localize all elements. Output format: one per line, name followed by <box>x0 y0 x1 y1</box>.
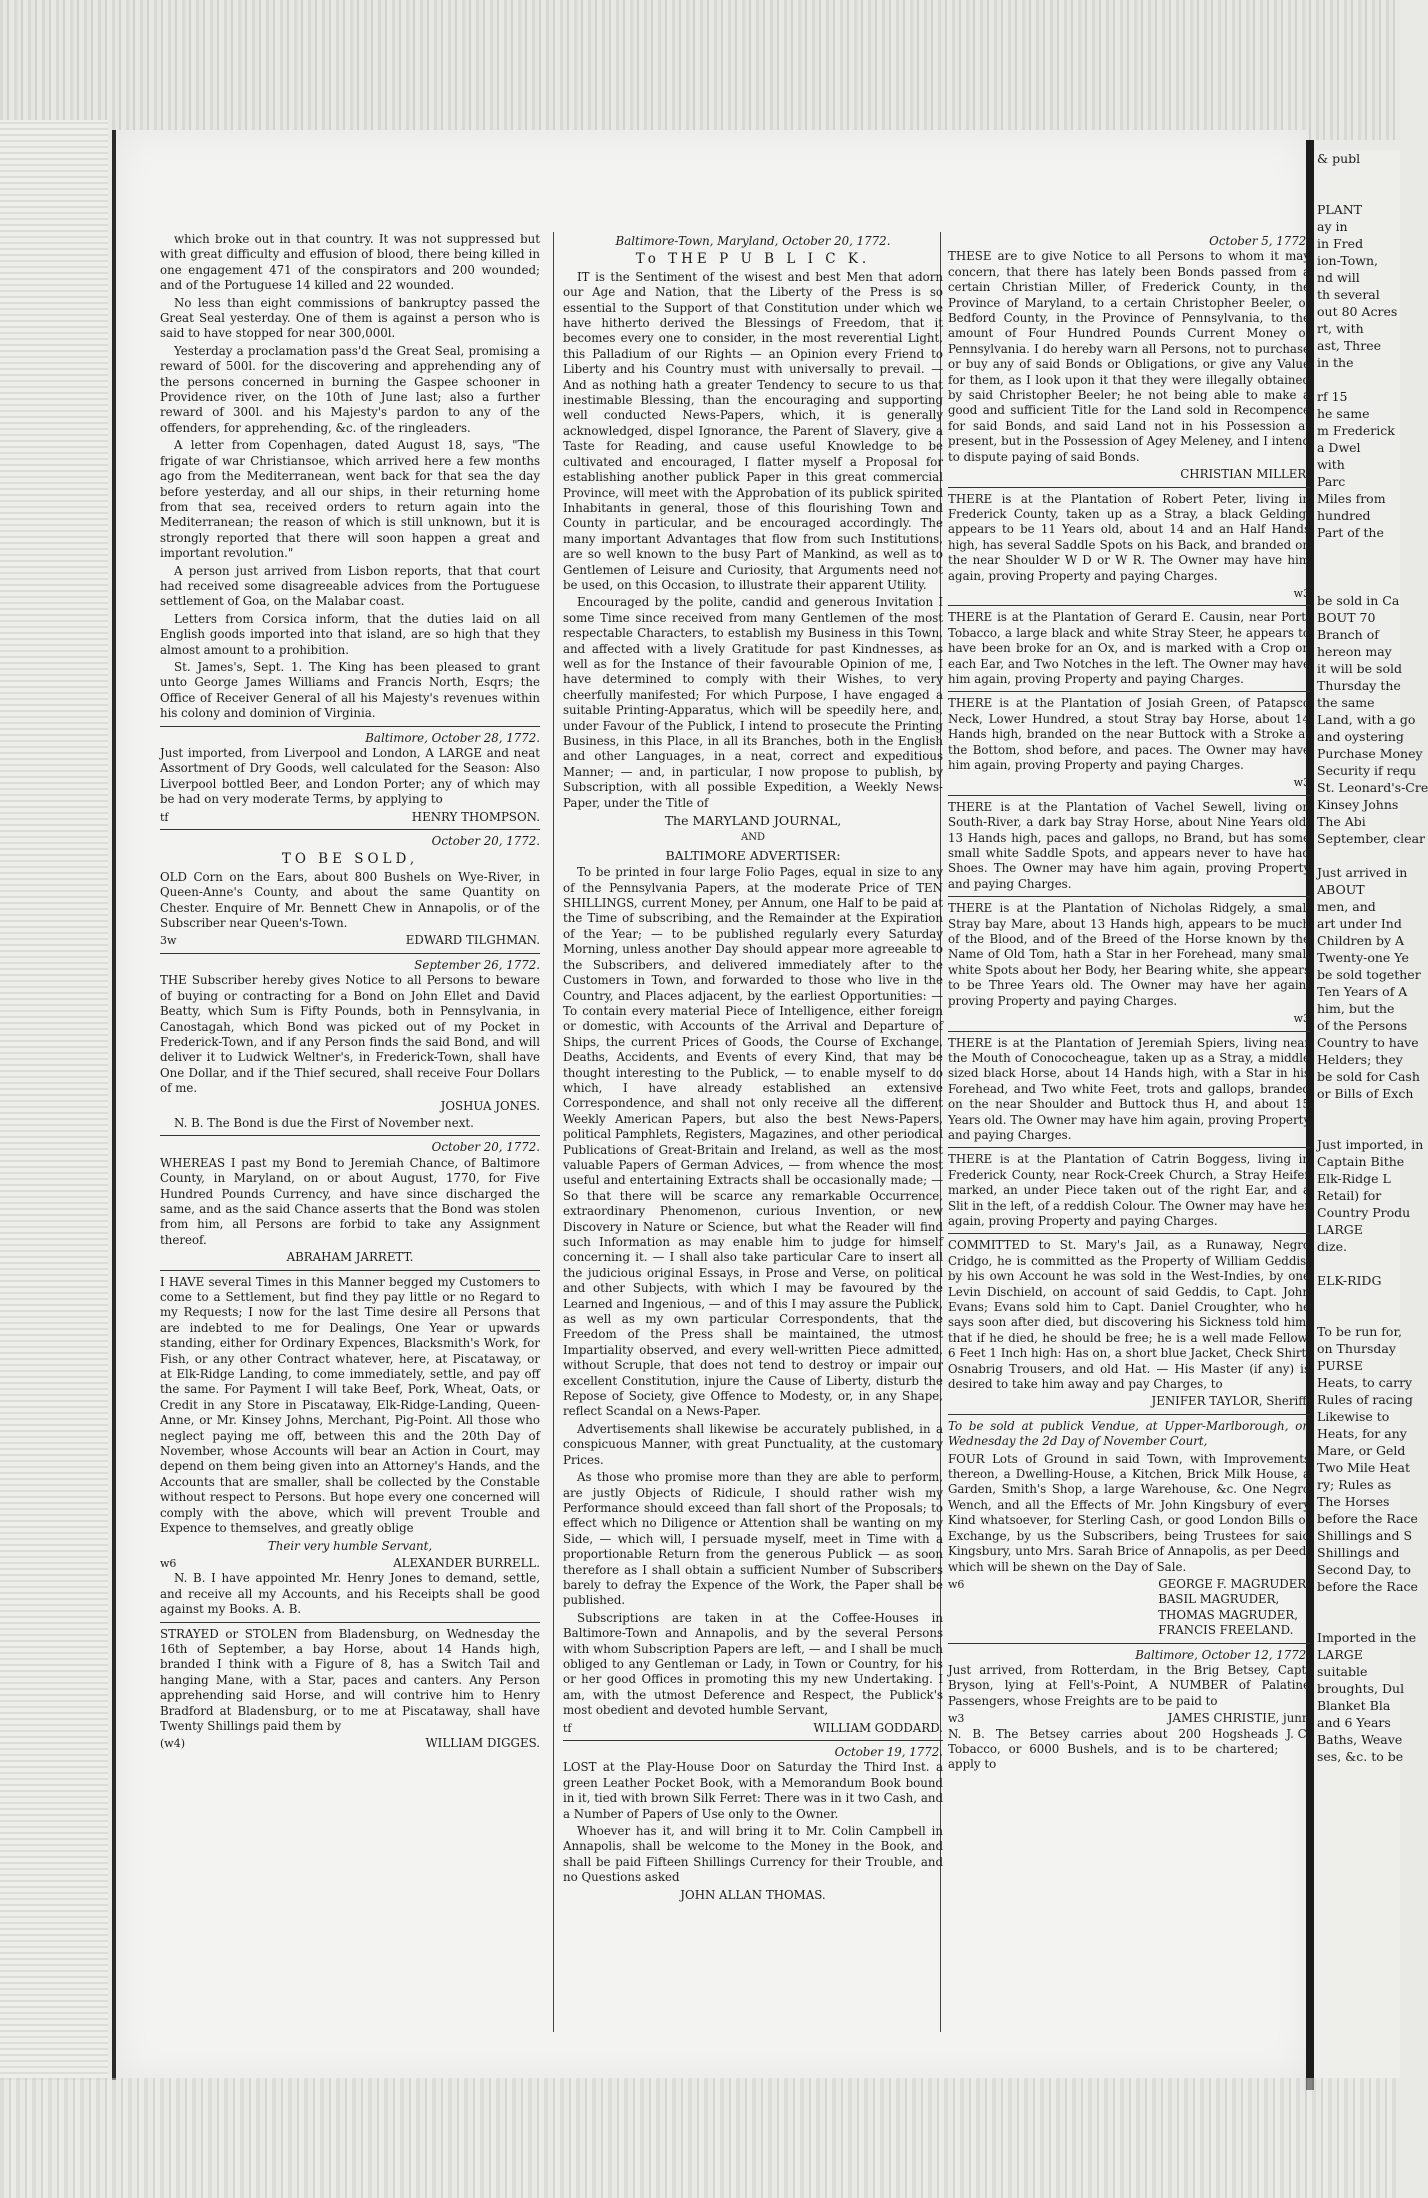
adjacent-page-line: Elk-Ridge L <box>1317 1171 1391 1186</box>
adjacent-page-line: & publ <box>1317 151 1361 166</box>
adjacent-page-line <box>1314 541 1400 558</box>
stray-notice: THERE is at the Plantation of Vachel Sewell, living on South-River, a dark bay Stray Horse, about Nine Years old, 13 Hands high, paces and gallops, no Brand, but has some small white Saddle Spots, and appears never to have had Shoes. The Owner may have him again, proving Property and paying Charges. <box>948 799 1310 891</box>
paragraph: Letters from Corsica inform, that the duties laid on all English goods imported into that island, are so high that they almost amount to a prohibition. <box>160 611 540 657</box>
stray-notice: THERE is at the Plantation of Catrin Boggess, living in Frederick County, near Rock-Creek Church, a Stray Heifer marked, an under Piece taken out of the right Ear, and a Slit in the left, of a reddish Colour. The Owner may have her again, proving Property and paying Charges. <box>948 1152 1310 1228</box>
ad-mark: w6 <box>948 1577 965 1591</box>
adjacent-page-line: Captain Bithe <box>1317 1154 1405 1169</box>
proposal-signature: WILLIAM GODDARD. <box>813 1720 943 1735</box>
ad-signature-row <box>160 1556 540 1571</box>
paragraph: IT is the Sentiment of the wisest and best Men that adorn our Age and Nation, that the Liberty of the Press is so essential to the Support of that Constitution under which we have hitherto derived the Blessings of Freedom, that it becomes every one to consider, in the most reverential Light, this Palladium of our Rights — an Opinion every Friend to Liberty and his Country must with universally to prevail. — And as nothing hath a greater Tendency to secure to us that inestimable Blessing, than the encouraging and supporting well conducted News-Papers, which, it is generally acknowledged, dispel Ignorance, the Parent of Slavery, give a Taste for Reading, and cause useful Knowledge to be cultivated and encouraged, I flatter myself a Proposal for establishing another publick Paper in this great commercial Province, will meet with the Approbation of its publick spirited Inhabitants in general, those of this flourishing Town and County in particular, and be encouraged accordingly. The many important Advantages that flow from such Institutions, are so well known to the busy Part of Mankind, as well as to Gentlemen of Leisure and Curiosity, that Arguments need not be used, on this Occasion, to illustrate their apparent Utility. <box>563 269 943 592</box>
adjacent-page-line: it will be sold <box>1317 661 1402 676</box>
adjacent-page-line <box>1314 167 1400 184</box>
ad-signature: ABRAHAM JARRETT. <box>286 1250 414 1265</box>
advertisement-corn: OLD Corn on the Ears, about 800 Bushels on Wye-River, in Queen-Anne's County, and about the same Quantity on Chester. Enquire of Mr. Bennett Chew in Annapolis, or of the Subscriber near Queen's-Town. <box>160 869 540 931</box>
adjacent-page-column <box>1314 150 1428 2080</box>
adjacent-page-line: Shillings and S <box>1317 1528 1413 1543</box>
adjacent-page-line: the same <box>1317 695 1375 710</box>
adjacent-page-line: a Dwel <box>1317 440 1361 455</box>
vendue-heading: To be sold at publick Vendue, at Upper-Marlborough, on Wednesday the 2d Day of November Court, <box>948 1418 1310 1449</box>
notice-committed: COMMITTED to St. Mary's Jail, as a Runaway, Negro Cridgo, he is committed as the Property of William Geddis, by his own Account he was sold in the West-Indies, by one Levin Dischield, on account of said Geddis, to Capt. John Evans; Evans sold him to Capt. Daniel Croughter, who he says soon after died, but discovering his Sickness told him, that if he died, he should be free; he is a well made Fellow, 6 Feet 1 Inch high: Has on, a short blue Jacket, Check Shirt, Osnabrig Trousers, and old Hat. — His Master (if any) is desired to take him away and pay Charges, to <box>948 1238 1310 1392</box>
adjacent-page-line: Shillings and <box>1317 1545 1400 1560</box>
adjacent-page-line: m Frederick <box>1317 423 1395 438</box>
paragraph: As those who promise more than they are able to perform, are justly Objects of Ridicule, I should rather wish my Performance should exceed than fall short of the Proposals; to effect which no Diligence or Attention shall be wanting on my Side, — which will, I persuade myself, meet in Time with a proportionable Return from the generous Publick — as soon therefore as I shall obtain a sufficient Number of Subscribers barely to defray the Expence of the Work, the Paper shall be published. <box>563 1470 943 1608</box>
adjacent-page-line: with <box>1317 457 1345 472</box>
adjacent-page-line: on Thursday <box>1317 1341 1396 1356</box>
adjacent-page-line: Rules of racing <box>1317 1392 1413 1407</box>
adjacent-page-line: in Fred <box>1317 236 1364 251</box>
adjacent-page-line: be sold together <box>1317 967 1421 982</box>
adjacent-page-line: ry; Rules as <box>1317 1477 1392 1492</box>
ad-date: Baltimore, October 28, 1772. <box>365 730 540 745</box>
divider <box>948 605 1310 606</box>
vendue-signatures <box>948 1577 1310 1639</box>
adjacent-page-line: rf 15 <box>1317 389 1348 404</box>
adjacent-page-line: rt, with <box>1317 321 1364 336</box>
adjacent-page-line: Two Mile Heat <box>1317 1460 1411 1475</box>
notice-lost-pocketbook: LOST at the Play-House Door on Saturday the Third Inst. a green Leather Pocket Book, with a Memorandum Book bound in it, tied with brown Silk Ferret: There was in it two Cash, and a Number of Papers of Use only to the Owner. <box>563 1760 943 1821</box>
paragraph: which broke out in that country. It was not suppressed but with great difficulty and effusion of blood, there being killed in one engagement 471 of the conspirators and 200 wounded; and of the Portuguese 14 killed and 22 wounded. <box>160 232 540 293</box>
ad-signature-row <box>160 1736 540 1751</box>
ad-mark: tf <box>160 810 169 824</box>
adjacent-page-line <box>1314 1595 1400 1612</box>
ad-date: October 19, 1772. <box>834 1745 943 1759</box>
paragraph: Subscriptions are taken in at the Coffee-Houses in Baltimore-Town and Annapolis, and by the several Persons with whom Subscription Papers are left, — and I shall be much obliged to any Gentleman or Lady, in Town or Country, for his or her good Offices in promoting this my new Undertaking. I am, with the utmost Deference and Respect, the Publick's most obedient and devoted humble Servant, <box>563 1610 943 1718</box>
ad-signature: CHRISTIAN MILLER. <box>1180 467 1310 482</box>
adjacent-page-line: Parc <box>1317 474 1346 489</box>
notice-bonds-miller: THESE are to give Notice to all Persons to whom it may concern, that there has lately been Bonds passed from a certain Christian Miller, of Frederick County, in the Province of Maryland, to a certain Christopher Beeler, of Bedford County, in the Province of Pennsylvania, to the amount of Four Hundred Pounds Current Money of Pennsylvania. I do hereby warn all Persons, not to purchase or buy any of said Bonds or Obligations, or give any Value for them, as I look upon it that they were illegally obtained by said Christopher Beeler; he not being able to make a good and sufficient Title for the Land sold in Recompence for said Bonds, and said Land not in his Possession at present, but in the Possession of Agey Meleney, and I intend to dispute paying of said Bonds. <box>948 249 1310 464</box>
ad-mark: w3 <box>1293 776 1310 790</box>
adjacent-page-line: Children by A <box>1317 933 1405 948</box>
divider <box>948 1233 1310 1234</box>
column-rule <box>553 232 554 2032</box>
vendue-signature: THOMAS MAGRUDER, <box>1158 1607 1299 1622</box>
divider <box>948 1414 1310 1415</box>
ad-mark: 3w <box>160 934 177 948</box>
stray-notice: THERE is at the Plantation of Robert Peter, living in Frederick County, taken up as a Stray, a black Gelding, appears to be 11 Years old, about 14 and an Half Hands high, has several Saddle Spots on his Back, and branded on the near Shoulder W D or W R. The Owner may have him again, proving Property and paying Charges. <box>948 491 1310 583</box>
ad-note: N. B. The Betsey carries about 200 Hogsheads Tobacco, or 6000 Bushels, and is to be chartered; apply to <box>948 1726 1279 1772</box>
ad-note-signature: J. C. <box>1286 1726 1310 1741</box>
ad-mark: w3 <box>948 1712 965 1726</box>
notice-bond: THE Subscriber hereby gives Notice to all Persons to beware of buying or contracting for a Bond on John Ellet and David Beatty, which Sum is Fifty Pounds, both in Pennsylvania, in Canostagah, which Bond was picked out of my Pocket in Frederick-Town, and if any Person finds the said Bond, and will deliver it to Ludwick Weltner's, in Frederick-Town, shall have One Dollar, and if the Thief secured, shall receive Four Dollars of me. <box>160 973 540 1096</box>
adjacent-page-line: him, but the <box>1317 1001 1395 1016</box>
adjacent-page-line: Part of the <box>1317 525 1384 540</box>
divider <box>948 1643 1310 1644</box>
adjacent-page-line: BOUT 70 <box>1317 610 1376 625</box>
ad-signature-row <box>160 810 540 825</box>
adjacent-page-line: Second Day, to <box>1317 1562 1411 1577</box>
adjacent-page-line: be sold in Ca <box>1317 593 1400 608</box>
adjacent-page-line: Security if requ <box>1317 763 1417 778</box>
adjacent-page-line: Branch of <box>1317 627 1379 642</box>
adjacent-page-line: Land, with a go <box>1317 712 1416 727</box>
news-items <box>160 232 540 722</box>
adjacent-page-line: in the <box>1317 355 1354 370</box>
ad-mark: w3 <box>1293 586 1310 600</box>
column-1 <box>160 232 540 1752</box>
scan-top-edge <box>0 0 1400 140</box>
ad-note: N. B. I have appointed Mr. Henry Jones to demand, settle, and receive all my Accounts, and his Receipts shall be good against my Books. A. B. <box>160 1571 540 1617</box>
adjacent-page-line: hereon may <box>1317 644 1392 659</box>
paragraph: To be printed in four large Folio Pages, equal in size to any of the Pennsylvania Papers, at the moderate Price of TEN SHILLINGS, current Money, per Annum, one Half to be paid at the Time of subscribing, and the Remainder at the Expiration of the Year; — to be published regularly every Saturday Morning, unless another Day should appear more agreeable to the Subscribers, and delivered immediately after to the Customers in Town, and forwarded to those who live in the Country, and Places adjacent, by the earliest Opportunities: — To contain every material Piece of Intelligence, either foreign or domestic, with Accounts of the Arrival and Departure of Ships, the current Prices of Goods, the Course of Exchange, Deaths, Accidents, and Events of every Kind, that may be thought interesting to the Publick, — to enable myself to do which, I have already established an extensive Correspondence, and shall not only receive all the different Weekly American Papers, but also the best News-Papers, political Pamphlets, Registers, Magazines, and other periodical Publications of Great-Britain and Ireland, as well as the most valuable Papers of German Advices, — from whence the most useful and entertaining Extracts shall be occasionally made; — So that there will be scarce any remarkable Occurrence, extraordinary Phenomenon, curious Invention, or new Discovery in Nature or Science, but what the Reader will find such Information as may enable him to judge for himself concerning it. — I shall also take particular Care to insert all the judicious original Essays, in Prose and Verse, on political and other Subjects, with which I may be favoured by the Learned and Ingenious, — and of this I may assure the Publick, as well as my own particular Correspondents, that the Freedom of the Press shall be maintained, the utmost Impartiality observed, and every well-written Piece admitted, without Scruple, that does not tend to destroy or impair our excellent Constitution, injure the Cause of Liberty, disturb the Repose of Society, give Offence to Modesty, or, in any Shape, reflect Scandal on a News-Paper. <box>563 865 943 1419</box>
adjacent-page-line: Country to have <box>1317 1035 1419 1050</box>
adjacent-page-line: September, clear <box>1317 831 1426 846</box>
proposal-signature-row <box>563 1721 943 1736</box>
adjacent-page-line: Imported in the <box>1317 1630 1417 1645</box>
adjacent-page-line: Kinsey Johns <box>1317 797 1399 812</box>
paragraph: Advertisements shall likewise be accurately published, in a conspicuous Manner, with great Punctuality, at the customary Prices. <box>563 1421 943 1467</box>
paragraph: A letter from Copenhagen, dated August 18, says, "The frigate of war Christiansoe, which arrived here a few months ago from the Mediterranean, went back for that sea the day before yesterday, and all our ships, in their returning home from that sea, received orders to return again into the Mediterranean; the reason of which is still unknown, but it is strongly reported that there will soon happen a great and important revolution." <box>160 438 540 561</box>
adjacent-page-line: Twenty-one Ye <box>1317 950 1409 965</box>
adjacent-page-line: Heats, for any <box>1317 1426 1407 1441</box>
notice-lost-reward: Whoever has it, and will bring it to Mr. Colin Campbell in Annapolis, shall be welcome to the Money in the Book, and shall be paid Fifteen Shillings Currency for their Trouble, and no Questions asked <box>563 1824 943 1885</box>
adjacent-page-line: The Horses <box>1317 1494 1390 1509</box>
ad-date: October 20, 1772. <box>431 834 540 849</box>
adjacent-page-line <box>1314 371 1400 388</box>
adjacent-page-line: ay in <box>1317 219 1348 234</box>
divider <box>563 1740 943 1741</box>
paragraph: A person just arrived from Lisbon reports, that that court had received some disagreeable advices from the Portuguese settlement of Goa, on the Malabar coast. <box>160 563 540 609</box>
adjacent-page-line <box>1314 1255 1400 1272</box>
vendue-signature-list <box>1158 1577 1310 1639</box>
adjacent-page-line: be sold for Cash <box>1317 1069 1420 1084</box>
vendue-signature: FRANCIS FREELAND. <box>1158 1623 1294 1638</box>
divider <box>160 726 540 727</box>
ad-mark: tf <box>563 1721 572 1735</box>
notice-whereas: WHEREAS I past my Bond to Jeremiah Chance, of Baltimore County, in Maryland, on or about August, 1770, for Five Hundred Pounds Currency, and have since discharged the same, and as the said Chance asserts that the Bond was stolen from him, all Persons are forbid to take any Assignment thereof. <box>160 1155 540 1247</box>
ad-note: N. B. The Bond is due the First of November next. <box>174 1115 474 1130</box>
adjacent-page-line: Heats, to carry <box>1317 1375 1413 1390</box>
ad-mark: w6 <box>160 1556 177 1570</box>
paragraph: St. James's, Sept. 1. The King has been pleased to grant unto George James Williams and Francis North, Esqrs; the Office of Receiver General of all his Majesty's revenues within his colony and dominion of Virginia. <box>160 659 540 721</box>
adjacent-page-line: LARGE <box>1317 1647 1363 1662</box>
ad-signature: JENIFER TAYLOR, Sheriff. <box>1151 1394 1310 1409</box>
divider <box>948 487 1310 488</box>
ad-signature: WILLIAM DIGGES. <box>425 1736 540 1751</box>
vendue-signature: GEORGE F. MAGRUDER, <box>1158 1576 1310 1591</box>
ad-signature: EDWARD TILGHMAN. <box>405 933 540 948</box>
adjacent-page-line: St. Leonard's-Cre <box>1317 780 1428 795</box>
scan-left-gutter <box>0 120 108 2080</box>
adjacent-page-line: PLANT <box>1317 202 1363 217</box>
adjacent-page-line: Just imported, in <box>1317 1137 1424 1152</box>
divider <box>160 829 540 830</box>
divider <box>160 1135 540 1136</box>
adjacent-page-line: before the Race <box>1317 1511 1418 1526</box>
adjacent-page-line: Retail) for <box>1317 1188 1382 1203</box>
proposal-terms <box>563 865 943 1718</box>
divider <box>948 691 1310 692</box>
ad-signature: ALEXANDER BURRELL. <box>393 1555 540 1570</box>
adjacent-page-line: he same <box>1317 406 1370 421</box>
ad-note-row <box>948 1727 1310 1773</box>
adjacent-page-line: before the Race <box>1317 1579 1418 1594</box>
adjacent-page-line: and oystering <box>1317 729 1404 744</box>
adjacent-page-line: broughts, Dul <box>1317 1681 1405 1696</box>
column-2 <box>563 232 943 1905</box>
adjacent-page-line: and 6 Years <box>1317 1715 1391 1730</box>
adjacent-page-line: Mare, or Geld <box>1317 1443 1406 1458</box>
divider <box>948 1031 1310 1032</box>
paragraph: No less than eight commissions of bankruptcy passed the Great Seal yesterday. One of them is against a person who is said to have stopped for near 300,000l. <box>160 295 540 341</box>
adjacent-page-line <box>1314 1119 1400 1136</box>
ad-signature: HENRY THOMPSON. <box>411 809 540 824</box>
scan-bottom-edge <box>0 2078 1400 2198</box>
divider <box>948 1147 1310 1148</box>
dateline: Baltimore-Town, Maryland, October 20, 1772. <box>615 234 891 248</box>
ad-closing: Their very humble Servant, <box>267 1538 433 1553</box>
ad-signature: JAMES CHRISTIE, junr. <box>1167 1711 1310 1726</box>
divider <box>160 953 540 954</box>
adjacent-page-line: Country Produ <box>1317 1205 1411 1220</box>
ad-date: September 26, 1772. <box>414 957 540 972</box>
ad-heading: TO BE SOLD, <box>281 851 419 868</box>
adjacent-page-line: Purchase Money <box>1317 746 1423 761</box>
divider <box>160 1270 540 1271</box>
adjacent-page-line: men, and <box>1317 899 1376 914</box>
stray-notice: THERE is at the Plantation of Jeremiah Spiers, living near the Mouth of Conococheague, taken up as a Stray, a middle sized black Horse, about 14 Hands high, with a Star in his Forehead, and Two white Feet, trots and gallops, branded on the near Shoulder and Buttock thus H, and about 15 Years old. The Owner may have him again, proving Property and paying Charges. <box>948 1035 1310 1142</box>
adjacent-page-line: The Abi <box>1317 814 1366 829</box>
adjacent-page-line: hundred <box>1317 508 1371 523</box>
adjacent-page-line: Baths, Weave <box>1317 1732 1403 1747</box>
ad-mark: (w4) <box>160 1737 185 1751</box>
newspaper-title-and: AND <box>741 832 765 844</box>
proposal-body <box>563 270 943 811</box>
adjacent-page-line: Blanket Bla <box>1317 1698 1391 1713</box>
newspaper-subtitle: BALTIMORE ADVERTISER: <box>665 847 841 863</box>
adjacent-page-line: ion-Town, <box>1317 253 1378 268</box>
adjacent-page-line <box>1314 1102 1400 1119</box>
notice-accounts: I HAVE several Times in this Manner begged my Customers to come to a Settlement, but find they pay little or no Regard to my Requests; I now for the last Time desire all Persons that are indebted to me for Dealings, One Year or upwards standing, either for Ordinary Expences, Blacksmith's Work, for Fish, or any other Contract whatever, here, at Piscataway, or at Elk-Ridge Landing, to come immediately, settle, and pay off the same. For Payment I will take Beef, Pork, Wheat, Oats, or Credit in any Store in Piscataway, Elk-Ridge-Landing, Queen-Anne, or Mr. Kinsey Johns, Merchant, Pig-Point. All those who neglect paying me off, between this and the 20th Day of November, whose Accounts will bear an Action in Court, may depend on them being given into an Attorney's Hands, and the Accounts that are smaller, shall be collected by the Constable without respect to Persons. But hope every one concerned will comply with the above, which will prevent Trouble and Expence to themselves, and greatly oblige <box>160 1274 540 1536</box>
adjacent-page-line: PURSE <box>1317 1358 1363 1373</box>
notice-palatine-passengers: Just arrived, from Rotterdam, in the Brig Betsey, Capt. Bryson, lying at Fell's-Point, A NUMBER of Palatine Passengers, whose Freights are to be paid to <box>948 1662 1310 1708</box>
ad-signature-row <box>948 1711 1310 1726</box>
notice-vendue: FOUR Lots of Ground in said Town, with Improvements thereon, a Dwelling-House, a Kitchen, Brick Milk House, a Garden, Smith's Shop, a large Warehouse, &c. One Negro Wench, and all the Effects of Mr. John Kingsbury of every Kind whatsoever, for Sterling Cash, or good London Bills of Exchange, by us the Subscribers, being Trustees for said Kingsbury, unto Mrs. Sarah Brice of Annapolis, as per Deed, which will be shewn on the Day of Sale. <box>948 1451 1310 1574</box>
adjacent-page-line: ses, &c. to be <box>1317 1749 1404 1764</box>
adjacent-page-line <box>1314 558 1400 575</box>
adjacent-page-line: or Bills of Exch <box>1317 1086 1414 1101</box>
adjacent-page-line <box>1314 575 1400 592</box>
adjacent-page-line: nd will <box>1317 270 1360 285</box>
adjacent-page-line: To be run for, <box>1317 1324 1403 1339</box>
stray-notice: THERE is at the Plantation of Josiah Green, of Patapsco Neck, Lower Hundred, a stout Stray bay Horse, about 14 Hands high, branded on the near Buttock with a Stroke at the Bottom, shod before, and paces. The Owner may have him again, proving Property and paying Charges. <box>948 696 1310 772</box>
ad-signature-row <box>160 933 540 948</box>
adjacent-page-line: Just arrived in <box>1317 865 1408 880</box>
newspaper-title: The MARYLAND JOURNAL, <box>664 813 842 829</box>
ad-date: October 5, 1772. <box>1209 234 1310 248</box>
adjacent-page-line: Ten Years of A <box>1317 984 1408 999</box>
adjacent-page-line <box>1314 1306 1400 1323</box>
ad-date: Baltimore, October 12, 1772. <box>1135 1647 1310 1662</box>
paragraph: Yesterday a proclamation pass'd the Great Seal, promising a reward of 500l. for the discovering and apprehending any of the persons concerned in burning the Gaspee schooner in Providence river, on the 10th of June last; also a further reward of 300l. and his Majesty's pardon to any of the offenders, for apprehending, &c. of the ringleaders. <box>160 343 540 435</box>
adjacent-page-line <box>1314 1289 1400 1306</box>
adjacent-page-line: ast, Three <box>1317 338 1381 353</box>
adjacent-page-line: Thursday the <box>1317 678 1401 693</box>
stray-notice: THERE is at the Plantation of Nicholas Ridgely, a small Stray bay Mare, about 13 Hands high, appears to be much of the Blood, and of the Breed of the Horse known by the Name of Old Tom, hath a Star in her Forehead, many small white Spots about her Body, her Bearing white, she appears to be Three Years old. The Owner may have her again, proving Property and paying Charges. <box>948 901 1310 1008</box>
divider <box>160 1622 540 1623</box>
address-heading: To THE P U B L I C K. <box>635 251 871 268</box>
adjacent-page-line: Likewise to <box>1317 1409 1390 1424</box>
column-3 <box>948 232 1310 1773</box>
ad-signature: JOHN ALLAN THOMAS. <box>680 1887 826 1902</box>
adjacent-page-line <box>1314 184 1400 201</box>
paragraph: Encouraged by the polite, candid and generous Invitation I some Time since received from many Gentlemen of the most respectable Characters, to establish my Business in this Town, and affected with a lively Gratitude for past Kindnesses, as well as for the Instance of their favourable Opinion of me, I have determined to comply with their Wishes, to very cheerfully manifested; For which Purpose, I have engaged a suitable Printing-Apparatus, which will be speedily here, and, under Favour of the Publick, I intend to prosecute the Printing Business, in this Place, in all its Branches, both in the English and other Languages, in a neat, correct and expeditious Manner; — and, in particular, I now propose to publish, by Subscription, with all possible Expedition, a Weekly News-Paper, under the Title of <box>563 595 943 810</box>
stray-notice: THERE is at the Plantation of Gerard E. Causin, near Port-Tobacco, a large black and white Stray Steer, he appears to have been broke for an Ox, and is marked with a Crop on each Ear, and Two Notches in the left. The Owner may have him again, proving Property and paying Charges. <box>948 610 1310 686</box>
divider <box>948 896 1310 897</box>
ad-date: October 20, 1772. <box>431 1140 540 1155</box>
advertisement-dry-goods: Just imported, from Liverpool and London, A LARGE and neat Assortment of Dry Goods, well calculated for the Season: Also Liverpool bottled Beer, and London Porter; any of which may be had on very moderate Terms, by applying to <box>160 746 540 807</box>
ad-signature: JOSHUA JONES. <box>440 1098 540 1113</box>
divider <box>948 795 1310 796</box>
adjacent-page-line: art under Ind <box>1317 916 1402 931</box>
adjacent-page-line: Helders; they <box>1317 1052 1403 1067</box>
adjacent-page-line: Miles from <box>1317 491 1386 506</box>
adjacent-page-line: LARGE <box>1317 1222 1363 1237</box>
adjacent-page-line: dize. <box>1317 1239 1347 1254</box>
vendue-signature: BASIL MAGRUDER, <box>1158 1592 1280 1607</box>
stray-notices <box>948 487 1310 1230</box>
adjacent-page-line <box>1314 1612 1400 1629</box>
adjacent-page-line: ELK-RIDG <box>1317 1273 1382 1288</box>
adjacent-page-line: th several <box>1317 287 1380 302</box>
ad-mark: w3 <box>1293 1012 1310 1026</box>
notice-strayed-horse: STRAYED or STOLEN from Bladensburg, on Wednesday the 16th of September, a bay Horse, about 14 Hands high, branded I think with a Figure of 8, has a Switch Tail and hanging Mane, with a Star, paces and canters. Any Person apprehending said Horse, and will contrive him to Henry Bradford at Bladensburg, or to me at Piscataway, shall have Twenty Shillings paid them by <box>160 1626 540 1733</box>
adjacent-page-line: out 80 Acres <box>1317 304 1398 319</box>
adjacent-page-line: suitable <box>1317 1664 1368 1679</box>
adjacent-page-line <box>1314 847 1400 864</box>
adjacent-page-line: ABOUT <box>1317 882 1365 897</box>
adjacent-page-line: of the Persons <box>1317 1018 1408 1033</box>
